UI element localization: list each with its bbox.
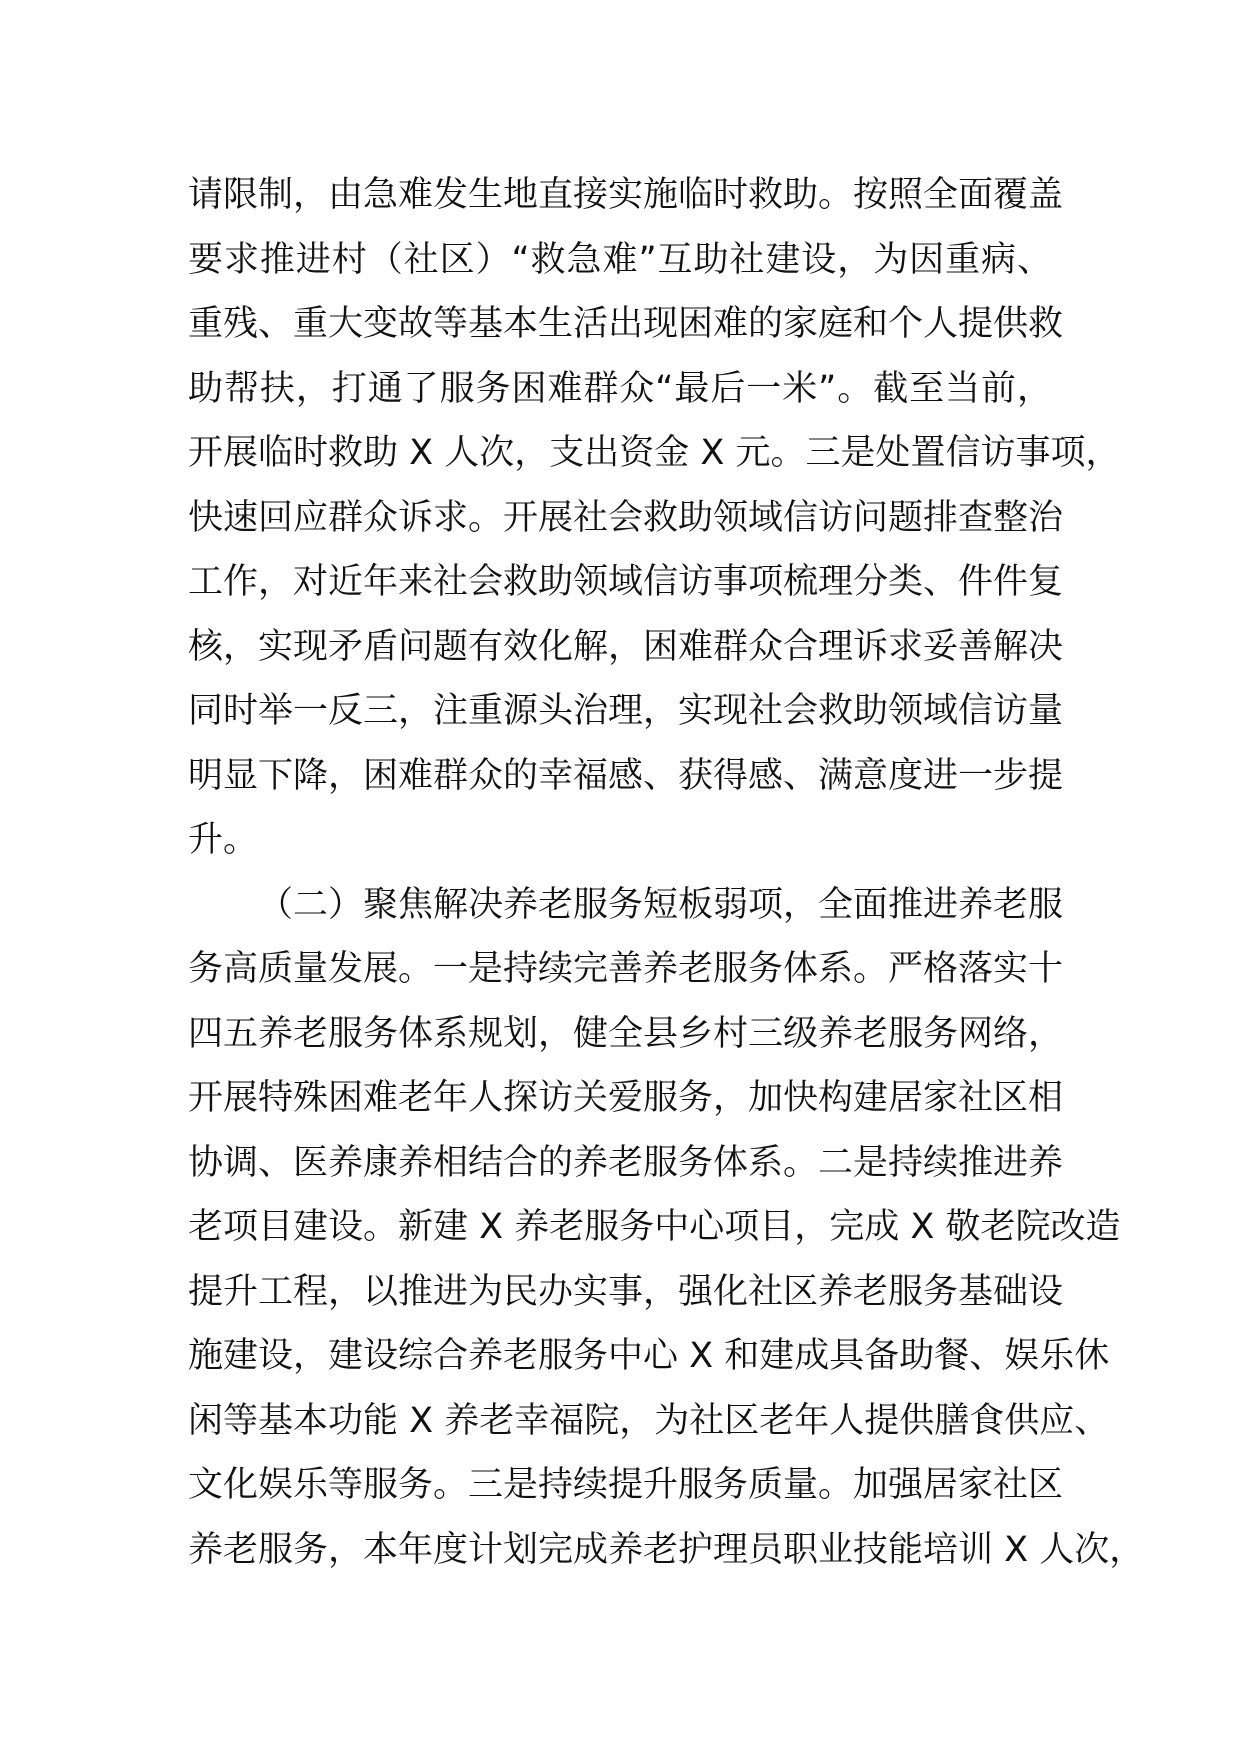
section-heading-line: （二）聚焦解决养老服务短板弱项，全面推进养老服 — [258, 884, 1064, 925]
text-line: 开展特殊困难老年人探访关爱服务，加快构建居家社区相 — [188, 1078, 1064, 1118]
text-line: 开展临时救助 X 人次，支出资金 X 元。三是处置信访事项， — [188, 433, 1121, 473]
text-line: 老项目建设。新建 X 养老服务中心项目，完成 X 敬老院改造 — [188, 1207, 1121, 1247]
text-line: 协调、医养康养相结合的养老服务体系。二是持续推进养 — [188, 1142, 1064, 1183]
text-line: 文化娱乐等服务。三是持续提升服务质量。加强居家社区 — [188, 1465, 1064, 1505]
text-line: 养老服务，本年度计划完成养老护理员职业技能培训 X 人次， — [188, 1529, 1145, 1570]
text-line: 助帮扶，打通了服务困难群众“最后一米”。截至当前， — [188, 368, 1052, 409]
text-line: 快速回应群众诉求。开展社会救助领域信访问题排查整治 — [188, 497, 1064, 538]
text-line: 要求推进村（社区）“救急难”互助社建设，为因重病、 — [188, 239, 1052, 280]
text-line: 请限制，由急难发生地直接实施临时救助。按照全面覆盖 — [188, 175, 1064, 215]
text-line: 务高质量发展。一是持续完善养老服务体系。严格落实十 — [188, 949, 1064, 989]
text-line: 升。 — [188, 820, 259, 860]
text-line: 重残、重大变故等基本生活出现困难的家庭和个人提供救 — [188, 304, 1064, 344]
text-line: 同时举一反三，注重源头治理，实现社会救助领域信访量 — [188, 691, 1064, 731]
text-line: 明显下降，困难群众的幸福感、获得感、满意度进一步提 — [188, 755, 1064, 796]
text-line: 提升工程，以推进为民办实事，强化社区养老服务基础设 — [188, 1271, 1064, 1312]
text-line: 工作，对近年来社会救助领域信访事项梳理分类、件件复 — [188, 562, 1064, 602]
text-line: 闲等基本功能 X 养老幸福院，为社区老年人提供膳食供应、 — [188, 1400, 1110, 1441]
text-line: 四五养老服务体系规划，健全县乡村三级养老服务网络， — [188, 1013, 1064, 1054]
text-line: 核，实现矛盾问题有效化解，困难群众合理诉求妥善解决 — [188, 626, 1064, 667]
body-text — [188, 163, 1145, 1582]
text-line: 施建设，建设综合养老服务中心 X 和建成具备助餐、娱乐休 — [188, 1336, 1110, 1376]
